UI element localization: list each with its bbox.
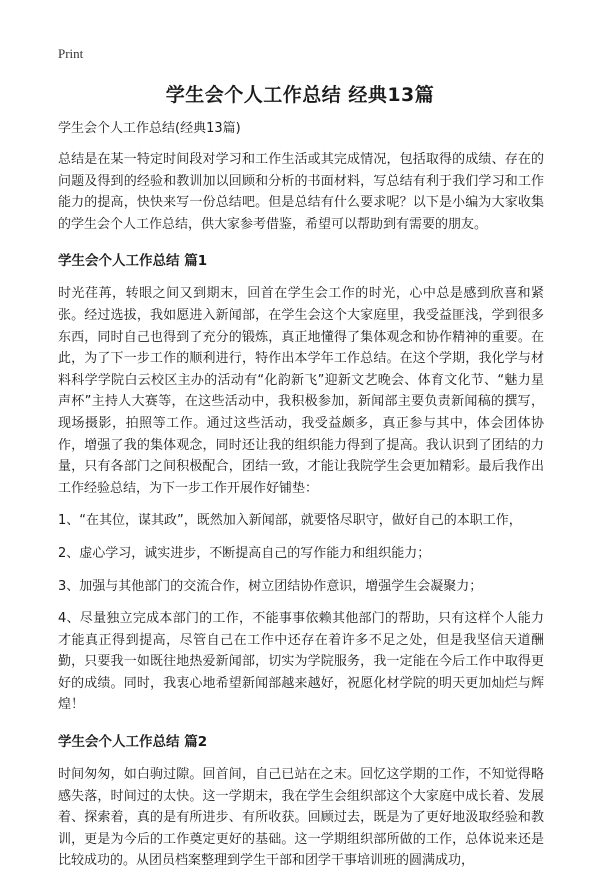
document-body — [58, 120, 544, 883]
section-heading: 学生会个人工作总结 篇1 — [58, 253, 208, 270]
section-paragraph: 1、“在其位，谋其政”，既然加入新闻部，就要恪尽职守，做好自己的本职工作， — [58, 513, 522, 529]
print-link[interactable]: Print — [58, 46, 84, 61]
document-subtitle: 学生会个人工作总结(经典13篇) — [58, 121, 241, 136]
section-2 — [58, 732, 544, 872]
section-paragraph: 2、虚心学习，诚实进步，不断提高自己的写作能力和组织能力； — [58, 545, 431, 561]
page-title: 学生会个人工作总结 经典13篇 — [165, 84, 435, 106]
section-paragraph: 时光荏苒，转眼之间又到期末，回首在学生会工作的时光，心中总是感到欣喜和紧张。经过选拔，我如愿进入新闻部，在学生会这个大家庭里，我受益匪浅，学到很多东西，同时自己也得到了充分的锻炼，真正地懂得了集体观念和协作精神的重要。在此，为了下一步工作的顺利进行，特作出本学年工作总结。在这个学期，我化学与材料科学学院白云校区主办的活动有“化韵新飞”迎新文艺晚会、体育文化节、“魅力星声杯”主持人大赛等，在这些活动中，我积极参加，新闻部主要负责新闻稿的撰写，现场摄影，拍照等工作。通过这些活动，我受益颇多，真正参与其中，体会团体协作，增强了我的集体观念，同时还让我的组织能力得到了提高。我认识到了团结的力量，只有各部门之间积极配合，团结一致，才能让我院学生会更加精彩。最后我作出工作经验总结，为下一步工作开展作好铺垫： — [58, 286, 544, 496]
section-paragraph: 时间匆匆，如白驹过隙。回首间，自己已站在之末。回忆这学期的工作，不知觉得略感失落，时间过的太快。这一学期末，我在学生会组织部这个大家庭中成长着、发展着、探索着，真的是有所进步、有所收获。回顾过去，既是为了更好地汲取经验和教训，更是为今后的工作奠定更好的基础。这一学期组织部所做的工作，总体说来还是比较成功的。从团员档案整理到学生干部和团学干事培训班的圆满成功， — [58, 767, 544, 869]
section-paragraph: 3、加强与其他部门的交流合作，树立团结协作意识，增强学生会凝聚力； — [58, 578, 483, 594]
section-paragraph: 4、尽量独立完成本部门的工作，不能事事依赖其他部门的帮助，只有这样个人能力才能真正得到提高，尽管自己在工作中还存在着许多不足之处，但是我坚信天道酬勤，只要我一如既往地热爱新闻部，切实为学院服务，我一定能在今后工作中取得更好的成绩。同时，我衷心地希望新闻部越来越好，祝愿化材学院的明天更加灿烂与辉煌！ — [58, 611, 544, 713]
section-1 — [58, 251, 544, 716]
section-heading: 学生会个人工作总结 篇2 — [58, 734, 208, 751]
intro-paragraph: 总结是在某一特定时间段对学习和工作生活或其完成情况，包括取得的成绩、存在的问题及得到的经验和教训加以回顾和分析的书面材料，写总结有利于我们学习和工作能力的提高，快快来写一份总结吧。但是总结有什么要求呢？以下是小编为大家收集的学生会个人工作总结，供大家参考借鉴，希望可以帮助到有需要的朋友。 — [58, 152, 544, 232]
